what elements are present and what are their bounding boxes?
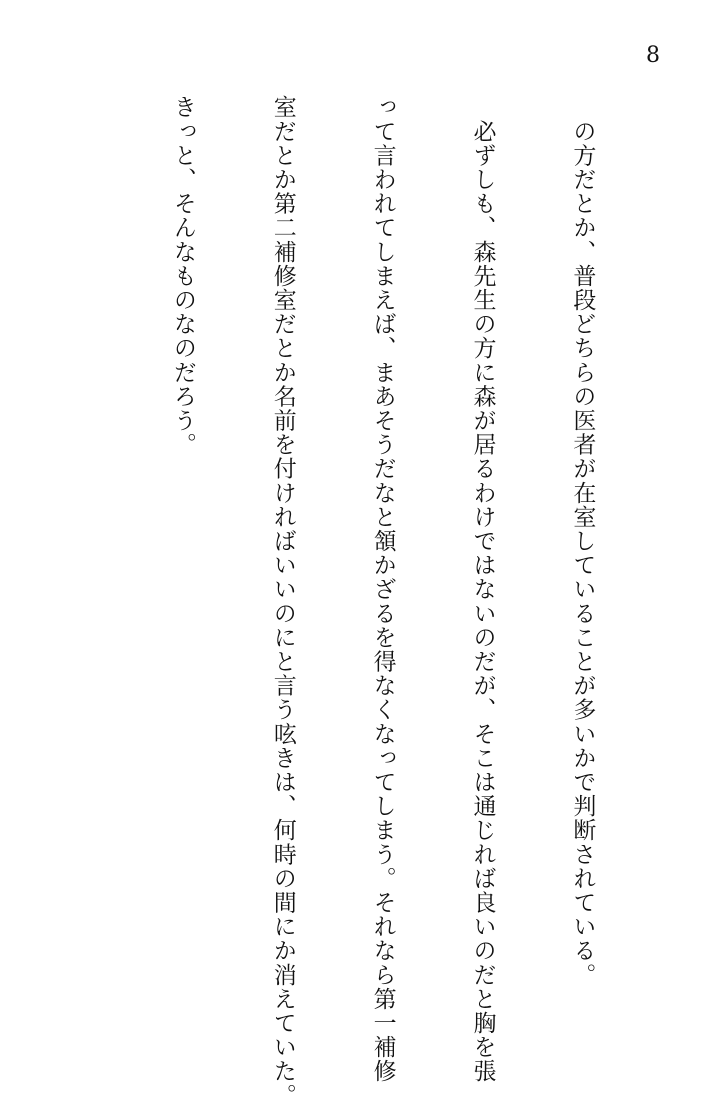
- text-line: きっと、そんなものなのだろう。: [169, 95, 196, 457]
- text-line: 必ずしも、森先生の方に森が居るわけではないのだが、そこは通じれば良いのだと胸を張: [469, 95, 496, 1084]
- text-line: って言われてしまえば、まあそうだなと頷かざるを得なくなってしまう。それなら第一補修: [369, 95, 396, 1084]
- text-line: の方だとか、普段どちらの医者が在室していることが多いかで判断されている。: [569, 95, 596, 987]
- text-line: 室だとか第二補修室だとか名前を付ければいいのにと言う呟きは、何時の間にか消えていた。: [269, 95, 296, 1107]
- paragraph-break: [66, 95, 99, 965]
- page-number: 8: [646, 43, 660, 68]
- body-text: [0, 95, 665, 1107]
